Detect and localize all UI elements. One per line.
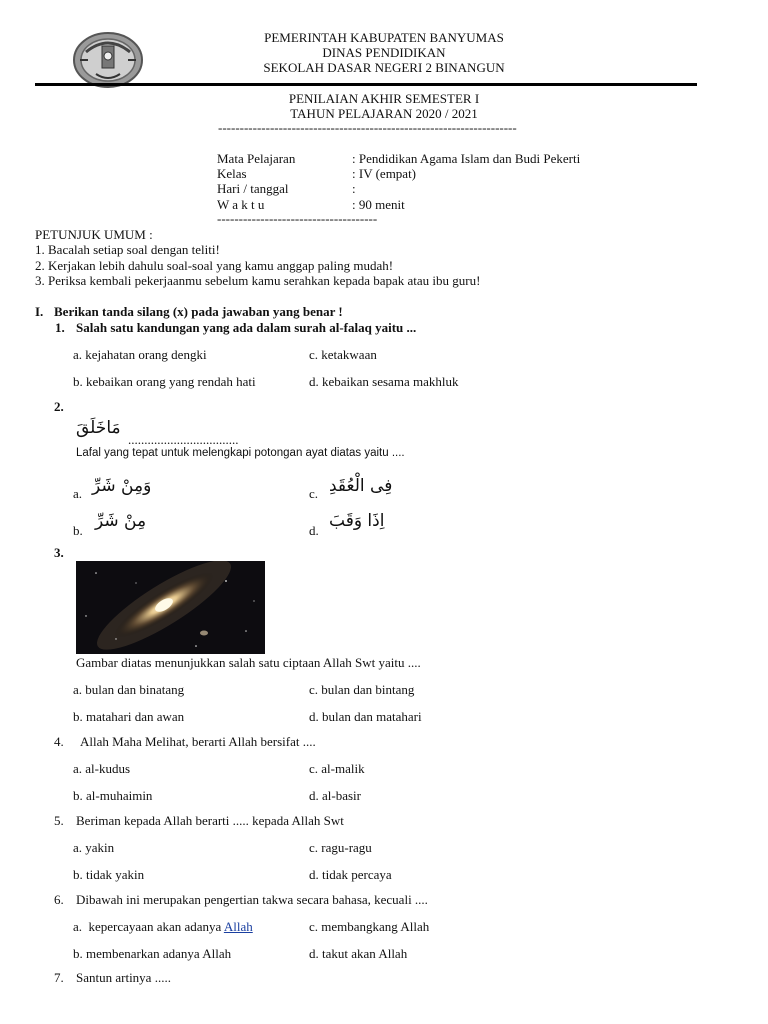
option-c-label: c.: [309, 486, 319, 501]
option-c[interactable]: c. ragu-ragu: [309, 840, 372, 855]
instructions-title: PETUNJUK UMUM :: [35, 227, 153, 242]
answer-blank: ..................................: [128, 432, 239, 447]
option-a[interactable]: a. al-kudus: [73, 761, 131, 776]
question-text: Santun artinya .....: [76, 970, 171, 985]
option-c[interactable]: c. ketakwaan: [309, 347, 377, 362]
question-number: 6.: [54, 892, 64, 907]
option-c[interactable]: فِى الْعُقَدِ: [329, 476, 393, 496]
question-text: Allah Maha Melihat, berarti Allah bersifat ....: [80, 734, 316, 749]
option-a[interactable]: a. kejahatan orang dengki: [73, 347, 207, 362]
galaxy-image: [76, 561, 265, 654]
section-title: Berikan tanda silang (x) pada jawaban yang benar !: [54, 304, 343, 319]
question-text: Dibawah ini merupakan pengertian takwa secara bahasa, kecuali ....: [76, 892, 428, 907]
option-a[interactable]: [73, 919, 253, 935]
info-value: : Pendidikan Agama Islam dan Budi Pekerti: [352, 151, 581, 166]
info-value: : IV (empat): [352, 166, 417, 181]
question-number: 1.: [55, 320, 65, 335]
option-c[interactable]: c. al-malik: [309, 761, 365, 776]
question-number: 5.: [54, 813, 64, 828]
option-b[interactable]: b. membenarkan adanya Allah: [73, 946, 232, 961]
question-text: Gambar diatas menunjukkan salah satu ciptaan Allah Swt yaitu ....: [76, 655, 421, 670]
option-b[interactable]: مِنْ شَرِّ: [95, 511, 147, 531]
option-d-label: d.: [309, 523, 319, 538]
header-government: PEMERINTAH KABUPATEN BANYUMAS: [264, 30, 504, 45]
question-number: 4.: [54, 734, 64, 749]
option-b[interactable]: b. matahari dan awan: [73, 709, 185, 724]
option-a[interactable]: a. bulan dan binatang: [73, 682, 185, 697]
option-b[interactable]: b. al-muhaimin: [73, 788, 153, 803]
question-number: 7.: [54, 970, 64, 985]
option-d[interactable]: اِذَا وَقَبَ: [329, 511, 385, 531]
info-value: :: [352, 181, 356, 196]
option-b[interactable]: b. kebaikan orang yang rendah hati: [73, 374, 256, 389]
option-d[interactable]: d. kebaikan sesama makhluk: [309, 374, 459, 389]
instruction-item: 3. Periksa kembali pekerjaanmu sebelum kamu serahkan kepada bapak atau ibu guru!: [35, 273, 481, 288]
exam-year: TAHUN PELAJARAN 2020 / 2021: [290, 106, 478, 121]
exam-title: PENILAIAN AKHIR SEMESTER I: [288, 91, 480, 106]
question-text: Beriman kepada Allah berarti ..... kepada Allah Swt: [76, 813, 344, 828]
option-d[interactable]: d. takut akan Allah: [309, 946, 408, 961]
info-label: Mata Pelajaran: [217, 151, 296, 166]
option-d[interactable]: d. bulan dan matahari: [309, 709, 422, 724]
option-c[interactable]: c. membangkang Allah: [309, 919, 430, 934]
section-number: I.: [35, 304, 44, 319]
info-label: Kelas: [217, 166, 247, 181]
question-text: Salah satu kandungan yang ada dalam surah al-falaq yaitu ...: [76, 320, 417, 335]
header-divider: [35, 83, 697, 86]
info-divider: -------------------------------------: [217, 211, 378, 226]
question-number: 3.: [54, 545, 64, 560]
option-a[interactable]: وَمِنْ شَرِّ: [92, 476, 152, 496]
option-d[interactable]: d. tidak percaya: [309, 867, 392, 882]
option-c[interactable]: c. bulan dan bintang: [309, 682, 415, 697]
info-label: Hari / tanggal: [217, 181, 289, 196]
info-value: : 90 menit: [352, 197, 405, 212]
arabic-verse: مَاخَلَقَ: [76, 418, 121, 438]
header-department: DINAS PENDIDIKAN: [322, 45, 446, 60]
header-school: SEKOLAH DASAR NEGERI 2 BINANGUN: [263, 60, 505, 75]
allah-link[interactable]: Allah: [223, 919, 253, 934]
instruction-item: 2. Kerjakan lebih dahulu soal-soal yang kamu anggap paling mudah!: [35, 258, 394, 273]
option-d[interactable]: d. al-basir: [309, 788, 361, 803]
question-number: 2.: [54, 399, 64, 414]
option-b[interactable]: b. tidak yakin: [73, 867, 145, 882]
option-b-label: b.: [73, 523, 83, 538]
option-a-text: a. kepercayaan akan adanya: [73, 919, 224, 934]
question-text: Lafal yang tepat untuk melengkapi potongan ayat diatas yaitu ....: [76, 447, 405, 459]
info-label: W a k t u: [217, 197, 265, 212]
option-a-label: a.: [73, 486, 83, 501]
title-divider: ---------------------------------------------------------------------: [218, 120, 517, 135]
instruction-item: 1. Bacalah setiap soal dengan teliti!: [35, 242, 220, 257]
option-a[interactable]: a. yakin: [73, 840, 115, 855]
